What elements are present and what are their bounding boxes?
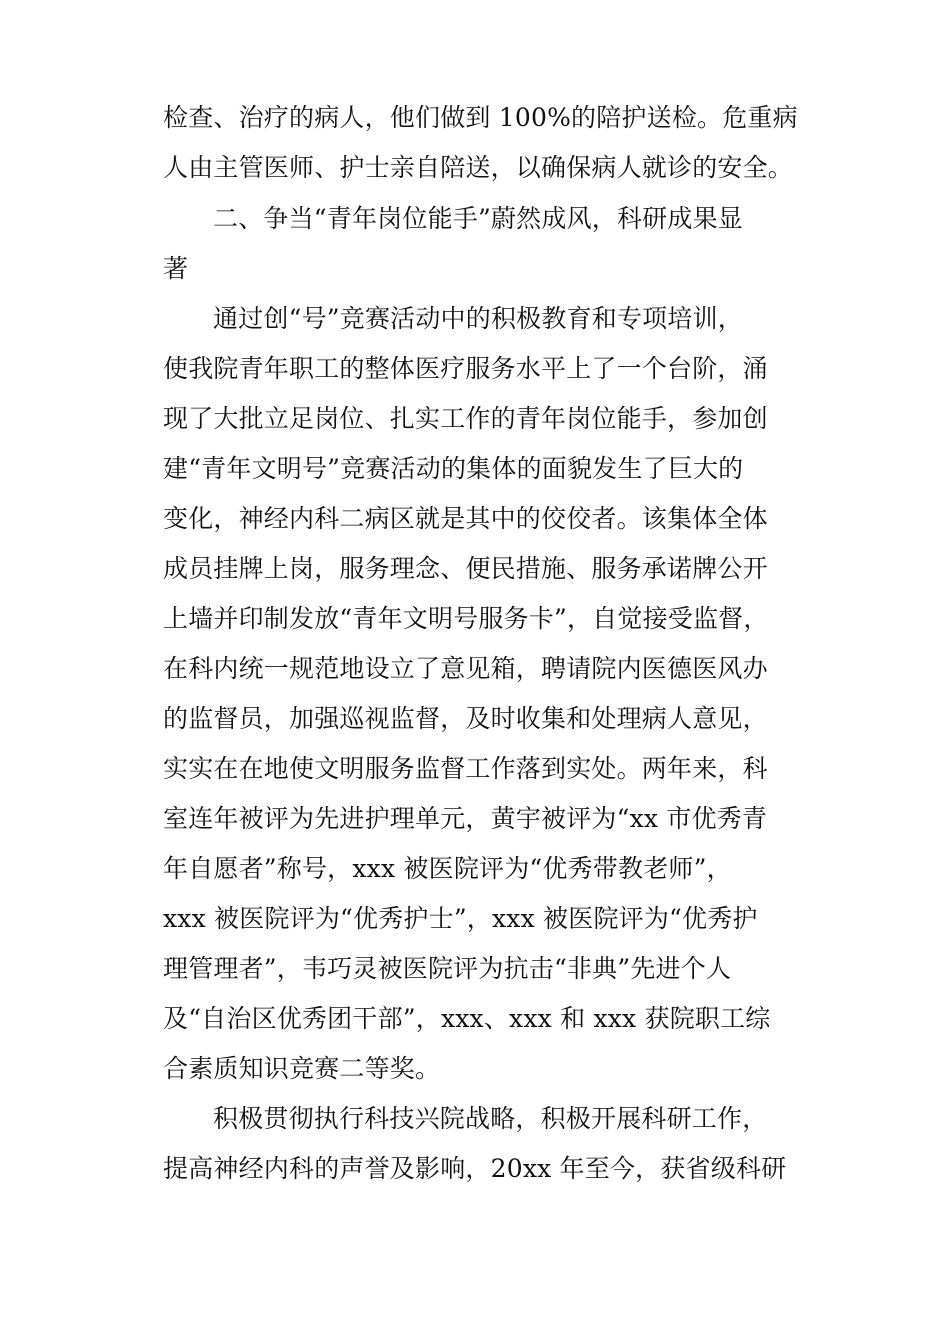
text-line: xxx 被医院评为“优秀护士”，xxx 被医院评为“优秀护 <box>163 904 758 933</box>
text-line: 上墙并印制发放“青年文明号服务卡”，自觉接受监督， <box>163 604 769 633</box>
paragraph-first-line: 积极贯彻执行科技兴院战略，积极开展科研工作， <box>213 1104 768 1133</box>
text-line: 人由主管医师、护士亲自陪送，以确保病人就诊的安全。 <box>163 153 794 182</box>
text-line: 使我院青年职工的整体医疗服务水平上了一个台阶，涌 <box>163 354 768 383</box>
section-heading-line: 二、争当“青年岗位能手”蔚然成风，科研成果显 <box>213 204 743 233</box>
paragraph-first-line: 通过创“号”竞赛活动中的积极教育和专项培训， <box>213 304 743 333</box>
text-line: 检查、治疗的病人，他们做到 100%的陪护送检。危重病 <box>163 103 798 132</box>
text-line: 的监督员，加强巡视监督，及时收集和处理病人意见， <box>163 704 768 733</box>
section-heading-line: 著 <box>163 254 189 283</box>
text-line: 变化，神经内科二病区就是其中的佼佼者。该集体全体 <box>163 504 768 533</box>
text-line: 年自愿者”称号，xxx 被医院评为“优秀带教老师”， <box>163 854 732 883</box>
text-line: 实实在在地使文明服务监督工作落到实处。两年来，科 <box>163 754 768 783</box>
text-line: 提高神经内科的声誉及影响，20xx 年至今，获省级科研 <box>163 1154 787 1183</box>
text-line: 理管理者”，韦巧灵被医院评为抗击“非典”先进个人 <box>163 954 732 983</box>
text-line: 室连年被评为先进护理单元，黄宇被评为“xx 市优秀青 <box>163 804 768 833</box>
text-line: 成员挂牌上岗，服务理念、便民措施、服务承诺牌公开 <box>163 554 768 583</box>
text-line: 现了大批立足岗位、扎实工作的青年岗位能手，参加创 <box>163 404 768 433</box>
text-line: 在科内统一规范地设立了意见箱，聘请院内医德医风办 <box>163 654 768 683</box>
text-line: 建“青年文明号”竞赛活动的集体的面貌发生了巨大的 <box>163 454 744 483</box>
text-line: 及“自治区优秀团干部”，xxx、xxx 和 xxx 获院职工综 <box>163 1004 771 1033</box>
text-line: 合素质知识竞赛二等奖。 <box>163 1054 441 1083</box>
